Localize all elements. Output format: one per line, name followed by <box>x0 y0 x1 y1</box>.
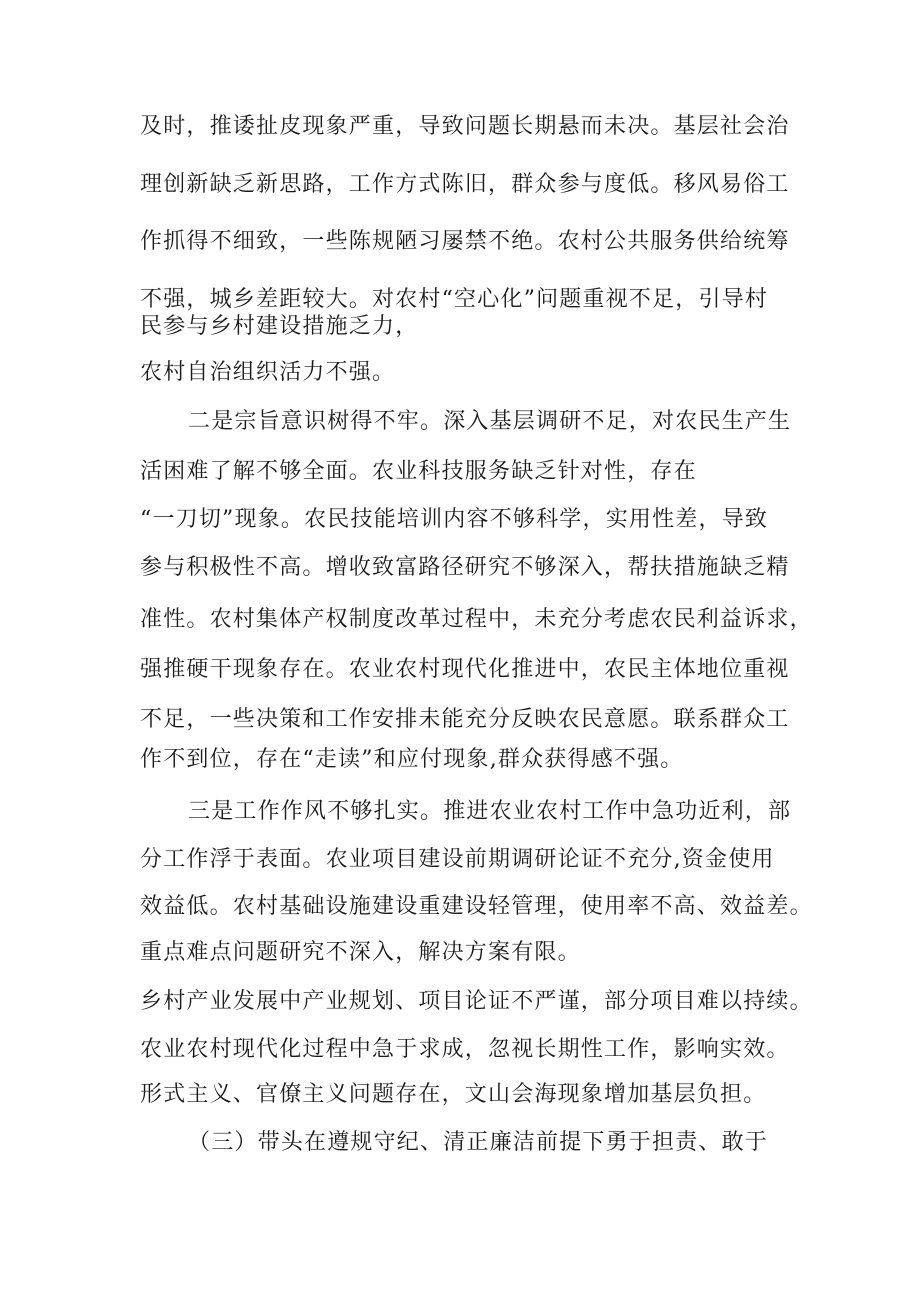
text-line: 准性。农村集体产权制度改革过程中，未充分考虑农民利益诉求， <box>140 607 813 632</box>
text-line: 民参与乡村建设措施乏力， <box>140 314 419 339</box>
text-line: 作不到位，存在“走读”和应付现象,群众获得感不强。 <box>140 747 684 772</box>
text-line: 效益低。农村基础设施建设重建设轻管理，使用率不高、效益差。 <box>140 894 813 919</box>
text-line: 作抓得不细致，一些陈规陋习屡禁不绝。农村公共服务供给统筹 <box>140 229 790 254</box>
text-line: 不强，城乡差距较大。对农村“空心化”问题重视不足，引导村 <box>140 287 769 312</box>
text-line: 农业农村现代化过程中急于求成，忽视长期性工作，影响实效。 <box>140 1037 790 1062</box>
text-line: 分工作浮于表面。农业项目建设前期调研论证不充分,资金使用 <box>140 847 775 872</box>
text-line: 重点难点问题研究不深入，解决方案有限。 <box>140 940 581 965</box>
text-line: 活困难了解不够全面。农业科技服务缺乏针对性，存在 <box>140 459 697 484</box>
section-heading-line: （三）带头在遵规守纪、清正廉洁前提下勇于担责、敢于 <box>188 1130 769 1155</box>
text-line: 参与积极性不高。增收致富路径研究不够深入，帮扶措施缺乏精 <box>140 555 790 580</box>
text-line: 强推硬干现象存在。农业农村现代化推进中，农民主体地位重视 <box>140 657 790 682</box>
text-line: 农村自治组织活力不强。 <box>140 360 396 385</box>
text-line: 乡村产业发展中产业规划、项目论证不严谨，部分项目难以持续。 <box>140 989 813 1014</box>
text-line: 及时，推诿扯皮现象严重，导致问题长期悬而未决。基层社会治 <box>140 114 790 139</box>
text-line: 形式主义、官僚主义问题存在，文山会海现象增加基层负担。 <box>140 1082 767 1107</box>
text-line: 理创新缺乏新思路，工作方式陈旧，群众参与度低。移风易俗工 <box>140 172 790 197</box>
paragraph-start-line: 二是宗旨意识树得不牢。深入基层调研不足，对农民生产生 <box>188 409 792 434</box>
text-line: “一刀切”现象。农民技能培训内容不够科学，实用性差，导致 <box>140 507 769 532</box>
text-line: 不足，一些决策和工作安排未能充分反映农民意愿。联系群众工 <box>140 707 790 732</box>
paragraph-start-line: 三是工作作风不够扎实。推进农业农村工作中急功近利，部 <box>188 799 792 824</box>
